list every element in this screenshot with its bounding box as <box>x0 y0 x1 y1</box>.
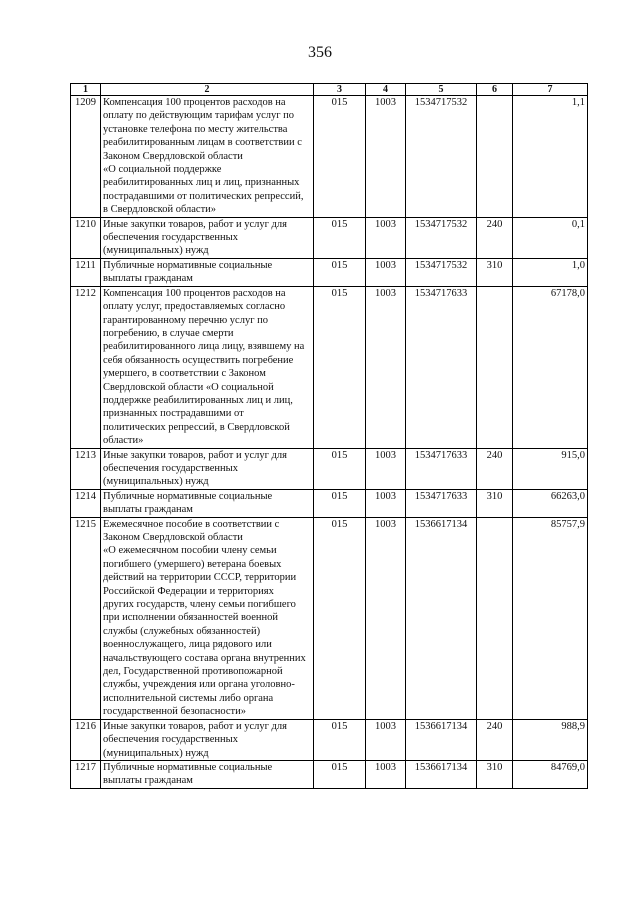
section-code: 1003 <box>366 258 406 286</box>
table-row <box>71 286 588 448</box>
table-row <box>71 217 588 258</box>
table-row <box>71 719 588 760</box>
target-article-code: 1536617134 <box>406 760 477 788</box>
row-description: Иные закупки товаров, работ и услуг для обеспечения государственных (муниципальных) нужд <box>101 448 314 489</box>
header-row <box>71 84 588 96</box>
table-row <box>71 489 588 517</box>
amount: 1,1 <box>513 96 588 218</box>
table-row <box>71 517 588 719</box>
page-number: 356 <box>308 44 332 61</box>
ministry-code: 015 <box>314 719 366 760</box>
ministry-code: 015 <box>314 217 366 258</box>
header-col-3: 3 <box>314 84 366 96</box>
section-code: 1003 <box>366 286 406 448</box>
amount: 85757,9 <box>513 517 588 719</box>
row-description: Публичные нормативные социальные выплаты гражданам <box>101 258 314 286</box>
row-number: 1209 <box>71 96 101 218</box>
row-description: Иные закупки товаров, работ и услуг для обеспечения государственных (муниципальных) нужд <box>101 217 314 258</box>
expense-type-code: 310 <box>477 258 513 286</box>
amount: 915,0 <box>513 448 588 489</box>
table-row <box>71 760 588 788</box>
row-number: 1213 <box>71 448 101 489</box>
row-number: 1214 <box>71 489 101 517</box>
header-col-4: 4 <box>366 84 406 96</box>
row-number: 1212 <box>71 286 101 448</box>
row-description: Компенсация 100 процентов расходов на оплату по действующим тарифам услуг по установке телефона по месту жительства реабилитированным лицам в соответствии с Законом Свердловской области «О социальной поддержке реабилитированных лиц и лиц, признанных пострадавшими от политических репрессий, в Свердловской области» <box>101 96 314 218</box>
expense-type-code <box>477 96 513 218</box>
target-article-code: 1534717532 <box>406 258 477 286</box>
table-row <box>71 258 588 286</box>
target-article-code: 1536617134 <box>406 719 477 760</box>
ministry-code: 015 <box>314 489 366 517</box>
row-description: Компенсация 100 процентов расходов на оплату услуг, предоставляемых согласно гарантированному перечню услуг по погребению, в случае смерти реабилитированного лица лицу, взявшему на себя обязанность осуществить погребение умершего, в соответствии с Законом Свердловской области «О социальной поддержке реабилитированных лиц и лиц, признанных пострадавшими от политических репрессий, в Свердловской области» <box>101 286 314 448</box>
ministry-code: 015 <box>314 258 366 286</box>
table-row <box>71 448 588 489</box>
header-col-2: 2 <box>101 84 314 96</box>
amount: 1,0 <box>513 258 588 286</box>
expense-type-code: 240 <box>477 719 513 760</box>
ministry-code: 015 <box>314 448 366 489</box>
section-code: 1003 <box>366 96 406 218</box>
row-description: Публичные нормативные социальные выплаты гражданам <box>101 489 314 517</box>
amount: 988,9 <box>513 719 588 760</box>
section-code: 1003 <box>366 448 406 489</box>
target-article-code: 1536617134 <box>406 517 477 719</box>
amount: 66263,0 <box>513 489 588 517</box>
expense-type-code <box>477 517 513 719</box>
ministry-code: 015 <box>314 760 366 788</box>
expense-type-code: 310 <box>477 489 513 517</box>
amount: 84769,0 <box>513 760 588 788</box>
section-code: 1003 <box>366 517 406 719</box>
row-description: Иные закупки товаров, работ и услуг для обеспечения государственных (муниципальных) нужд <box>101 719 314 760</box>
expense-type-code: 240 <box>477 448 513 489</box>
row-number: 1215 <box>71 517 101 719</box>
row-number: 1216 <box>71 719 101 760</box>
header-col-6: 6 <box>477 84 513 96</box>
section-code: 1003 <box>366 217 406 258</box>
header-col-7: 7 <box>513 84 588 96</box>
target-article-code: 1534717633 <box>406 489 477 517</box>
row-number: 1217 <box>71 760 101 788</box>
target-article-code: 1534717532 <box>406 96 477 218</box>
expense-type-code <box>477 286 513 448</box>
ministry-code: 015 <box>314 96 366 218</box>
section-code: 1003 <box>366 760 406 788</box>
header-col-1: 1 <box>71 84 101 96</box>
ministry-code: 015 <box>314 517 366 719</box>
section-code: 1003 <box>366 489 406 517</box>
amount: 0,1 <box>513 217 588 258</box>
section-code: 1003 <box>366 719 406 760</box>
target-article-code: 1534717633 <box>406 286 477 448</box>
header-col-5: 5 <box>406 84 477 96</box>
row-description: Ежемесячное пособие в соответствии с Законом Свердловской области «О ежемесячном пособии члену семьи погибшего (умершего) ветерана боевых действий на территории СССР, территории Российской Федерации и территориях других государств, члену семьи погибшего при исполнении обязанностей военной службы (служебных обязанностей) военнослужащего, лица рядового или начальствующего состава органа внутренних дел, Государственной противопожарной службы, учреждения или органа уголовно- исполнительной системы либо органа государственной безопасности» <box>101 517 314 719</box>
row-number: 1210 <box>71 217 101 258</box>
row-number: 1211 <box>71 258 101 286</box>
target-article-code: 1534717532 <box>406 217 477 258</box>
budget-table <box>70 83 588 789</box>
expense-type-code: 310 <box>477 760 513 788</box>
expense-type-code: 240 <box>477 217 513 258</box>
ministry-code: 015 <box>314 286 366 448</box>
amount: 67178,0 <box>513 286 588 448</box>
table-row <box>71 96 588 218</box>
target-article-code: 1534717633 <box>406 448 477 489</box>
row-description: Публичные нормативные социальные выплаты гражданам <box>101 760 314 788</box>
